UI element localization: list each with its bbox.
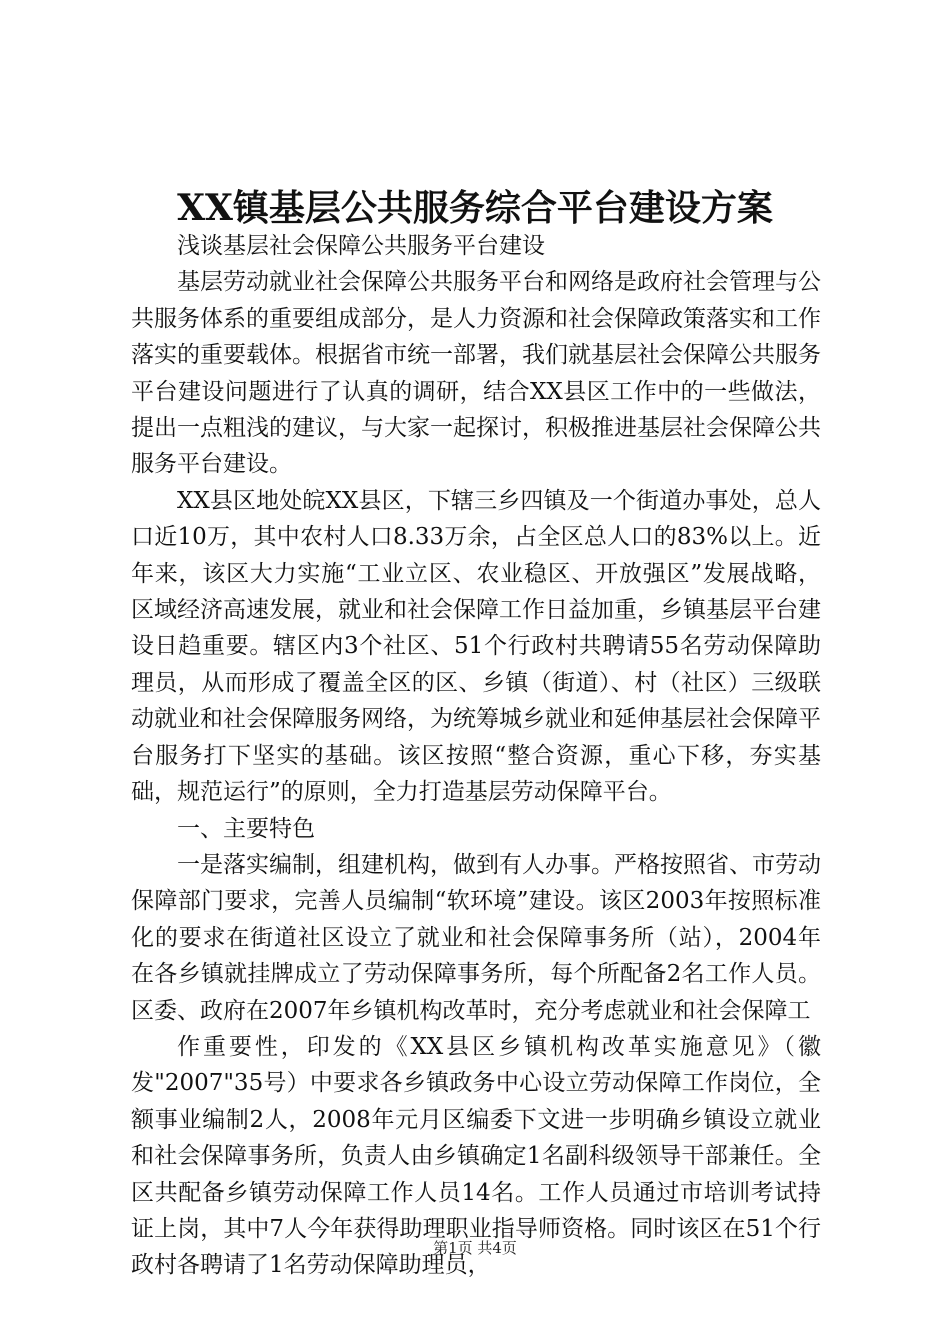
- document-body: [131, 228, 821, 1284]
- paragraph: XX县区地处皖XX县区，下辖三乡四镇及一个街道办事处，总人口近10万，其中农村人口8.33万余，占全区总人口的83%以上。近年来，该区大力实施“工业立区、农业稳区、开放强区”发展战略，区域经济高速发展，就业和社会保障工作日益加重，乡镇基层平台建设日趋重要。辖区内3个社区、51个行政村共聘请55名劳动保障助理员，从而形成了覆盖全区的区、乡镇（街道）、村（社区）三级联动就业和社会保障服务网络，为统筹城乡就业和延伸基层社会保障平台服务打下坚实的基础。该区按照“整合资源，重心下移，夯实基础，规范运行”的原则，全力打造基层劳动保障平台。: [131, 487, 821, 806]
- page-indicator: 第1页 共4页: [433, 1239, 517, 1257]
- paragraph: 作重要性，印发的《XX县区乡镇机构改革实施意见》（徽发"2007"35号）中要求各乡镇政务中心设立劳动保障工作岗位，全额事业编制2人，2008年元月区编委下文进一步明确乡镇设立就业和社会保障事务所，负责人由乡镇确定1名副科级领导干部兼任。全区共配备乡镇劳动保障工作人员14名。工作人员通过市培训考试持证上岗，其中7人今年获得助理职业指导师资格。同时该区在51个行政村各聘请了1名劳动保障助理员，: [131, 1033, 821, 1279]
- section-heading: 一、主要特色: [177, 815, 315, 842]
- page-footer: [0, 1238, 950, 1258]
- document-title: XX镇基层公共服务综合平台建设方案: [177, 187, 773, 229]
- paragraph: 基层劳动就业社会保障公共服务平台和网络是政府社会管理与公共服务体系的重要组成部分，是人力资源和社会保障政策落实和工作落实的重要载体。根据省市统一部署，我们就基层社会保障公共服务平台建设问题进行了认真的调研，结合XX县区工作中的一些做法，提出一点粗浅的建议，与大家一起探讨，积极推进基层社会保障公共服务平台建设。: [131, 269, 821, 478]
- paragraph: 一是落实编制，组建机构，做到有人办事。严格按照省、市劳动保障部门要求，完善人员编制“软环境”建设。该区2003年按照标准化的要求在街道社区设立了就业和社会保障事务所（站），2004年在各乡镇就挂牌成立了劳动保障事务所，每个所配备2名工作人员。区委、政府在2007年乡镇机构改革时，充分考虑就业和社会保障工: [131, 851, 821, 1024]
- paragraph-subtitle: 浅谈基层社会保障公共服务平台建设: [177, 233, 545, 259]
